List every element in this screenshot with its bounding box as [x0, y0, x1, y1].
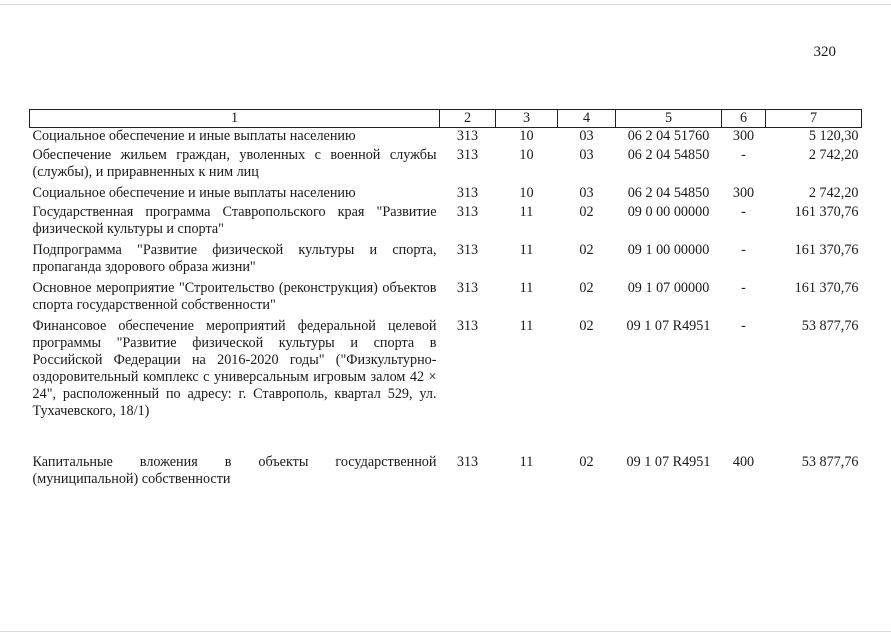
column-header-6: 6	[722, 110, 766, 128]
table-row	[30, 318, 862, 454]
cell-code: 313	[456, 242, 479, 258]
table-row	[30, 242, 862, 280]
scan-edge-top	[0, 4, 891, 5]
cell-amount: 2 742,20	[808, 147, 859, 163]
cell-target-article: 09 0 00 00000	[627, 204, 710, 220]
cell-amount: 53 877,76	[801, 318, 859, 334]
cell-target-article: 09 1 07 R4951	[626, 318, 711, 334]
cell-amount: 53 877,76	[801, 454, 859, 470]
cell-subsection: 03	[579, 185, 594, 201]
row-name: Социальное обеспечение и иные выплаты населению	[32, 128, 356, 144]
scan-edge-bottom	[0, 631, 891, 632]
table-row	[30, 280, 862, 318]
cell-section: 11	[519, 242, 534, 258]
cell-subsection: 02	[579, 280, 594, 296]
cell-subsection: 02	[579, 204, 594, 220]
budget-table	[29, 109, 862, 494]
column-header-4: 4	[558, 110, 616, 128]
cell-section: 11	[519, 280, 534, 296]
table-row	[30, 185, 862, 204]
cell-expense-type: 300	[732, 128, 755, 144]
cell-section: 11	[519, 318, 534, 334]
cell-amount: 161 370,76	[794, 204, 859, 220]
cell-expense-type: -	[741, 242, 746, 258]
cell-code: 313	[456, 318, 479, 334]
cell-target-article: 09 1 00 00000	[627, 242, 710, 258]
cell-subsection: 02	[579, 454, 594, 470]
row-name: Подпрограмма "Развитие физической культуры и спорта, пропаганда здорового образа жизни"	[32, 242, 437, 275]
cell-section: 10	[519, 147, 534, 163]
cell-target-article: 06 2 04 54850	[627, 147, 710, 163]
cell-expense-type: -	[741, 204, 746, 220]
cell-expense-type: -	[741, 280, 746, 296]
column-header-3: 3	[496, 110, 558, 128]
cell-code: 313	[456, 204, 479, 220]
row-name: Социальное обеспечение и иные выплаты населению	[32, 185, 356, 201]
cell-code: 313	[456, 280, 479, 296]
table-row	[30, 204, 862, 242]
cell-amount: 2 742,20	[808, 185, 859, 201]
cell-section: 11	[519, 204, 534, 220]
column-header-2: 2	[440, 110, 496, 128]
page-number: 320	[813, 44, 836, 60]
cell-section: 11	[519, 454, 534, 470]
cell-subsection: 02	[579, 242, 594, 258]
cell-expense-type: -	[741, 318, 746, 334]
row-name: Финансовое обеспечение мероприятий федеральной целевой программы "Развитие физической культуры и спорта в Российской Федерации на 2016-2020 годы" ("Физкультурно-оздоровительный комплекс с универсальным игровым залом 42 × 24", расположенный по адресу: г. Ставрополь, квартал 529, ул. Тухачевского, 18/1)	[32, 318, 437, 419]
row-name: Обеспечение жильем граждан, уволенных с военной службы (службы), и приравненных к ним лиц	[32, 147, 437, 180]
table-row	[30, 128, 862, 148]
row-name: Основное мероприятие "Строительство (реконструкция) объектов спорта государственной собственности"	[32, 280, 437, 313]
cell-amount: 161 370,76	[794, 242, 859, 258]
cell-expense-type: -	[741, 147, 746, 163]
row-name: Капитальные вложения в объекты государственной (муниципальной) собственности	[32, 454, 437, 487]
column-header-5: 5	[616, 110, 722, 128]
cell-subsection: 03	[579, 128, 594, 144]
cell-code: 313	[456, 454, 479, 470]
cell-code: 313	[456, 147, 479, 163]
table-header-row	[30, 110, 862, 128]
table-row	[30, 454, 862, 494]
cell-section: 10	[519, 128, 534, 144]
cell-target-article: 09 1 07 R4951	[626, 454, 711, 470]
table-row	[30, 147, 862, 185]
cell-amount: 5 120,30	[808, 128, 859, 144]
column-header-1: 1	[30, 110, 440, 128]
cell-section: 10	[519, 185, 534, 201]
cell-expense-type: 400	[732, 454, 755, 470]
cell-amount: 161 370,76	[794, 280, 859, 296]
cell-target-article: 09 1 07 00000	[627, 280, 710, 296]
cell-code: 313	[456, 185, 479, 201]
row-name: Государственная программа Ставропольского края "Развитие физической культуры и спорта"	[32, 204, 437, 237]
cell-subsection: 02	[579, 318, 594, 334]
cell-target-article: 06 2 04 51760	[627, 128, 710, 144]
cell-subsection: 03	[579, 147, 594, 163]
cell-expense-type: 300	[732, 185, 755, 201]
column-header-7: 7	[766, 110, 862, 128]
cell-code: 313	[456, 128, 479, 144]
cell-target-article: 06 2 04 54850	[627, 185, 710, 201]
